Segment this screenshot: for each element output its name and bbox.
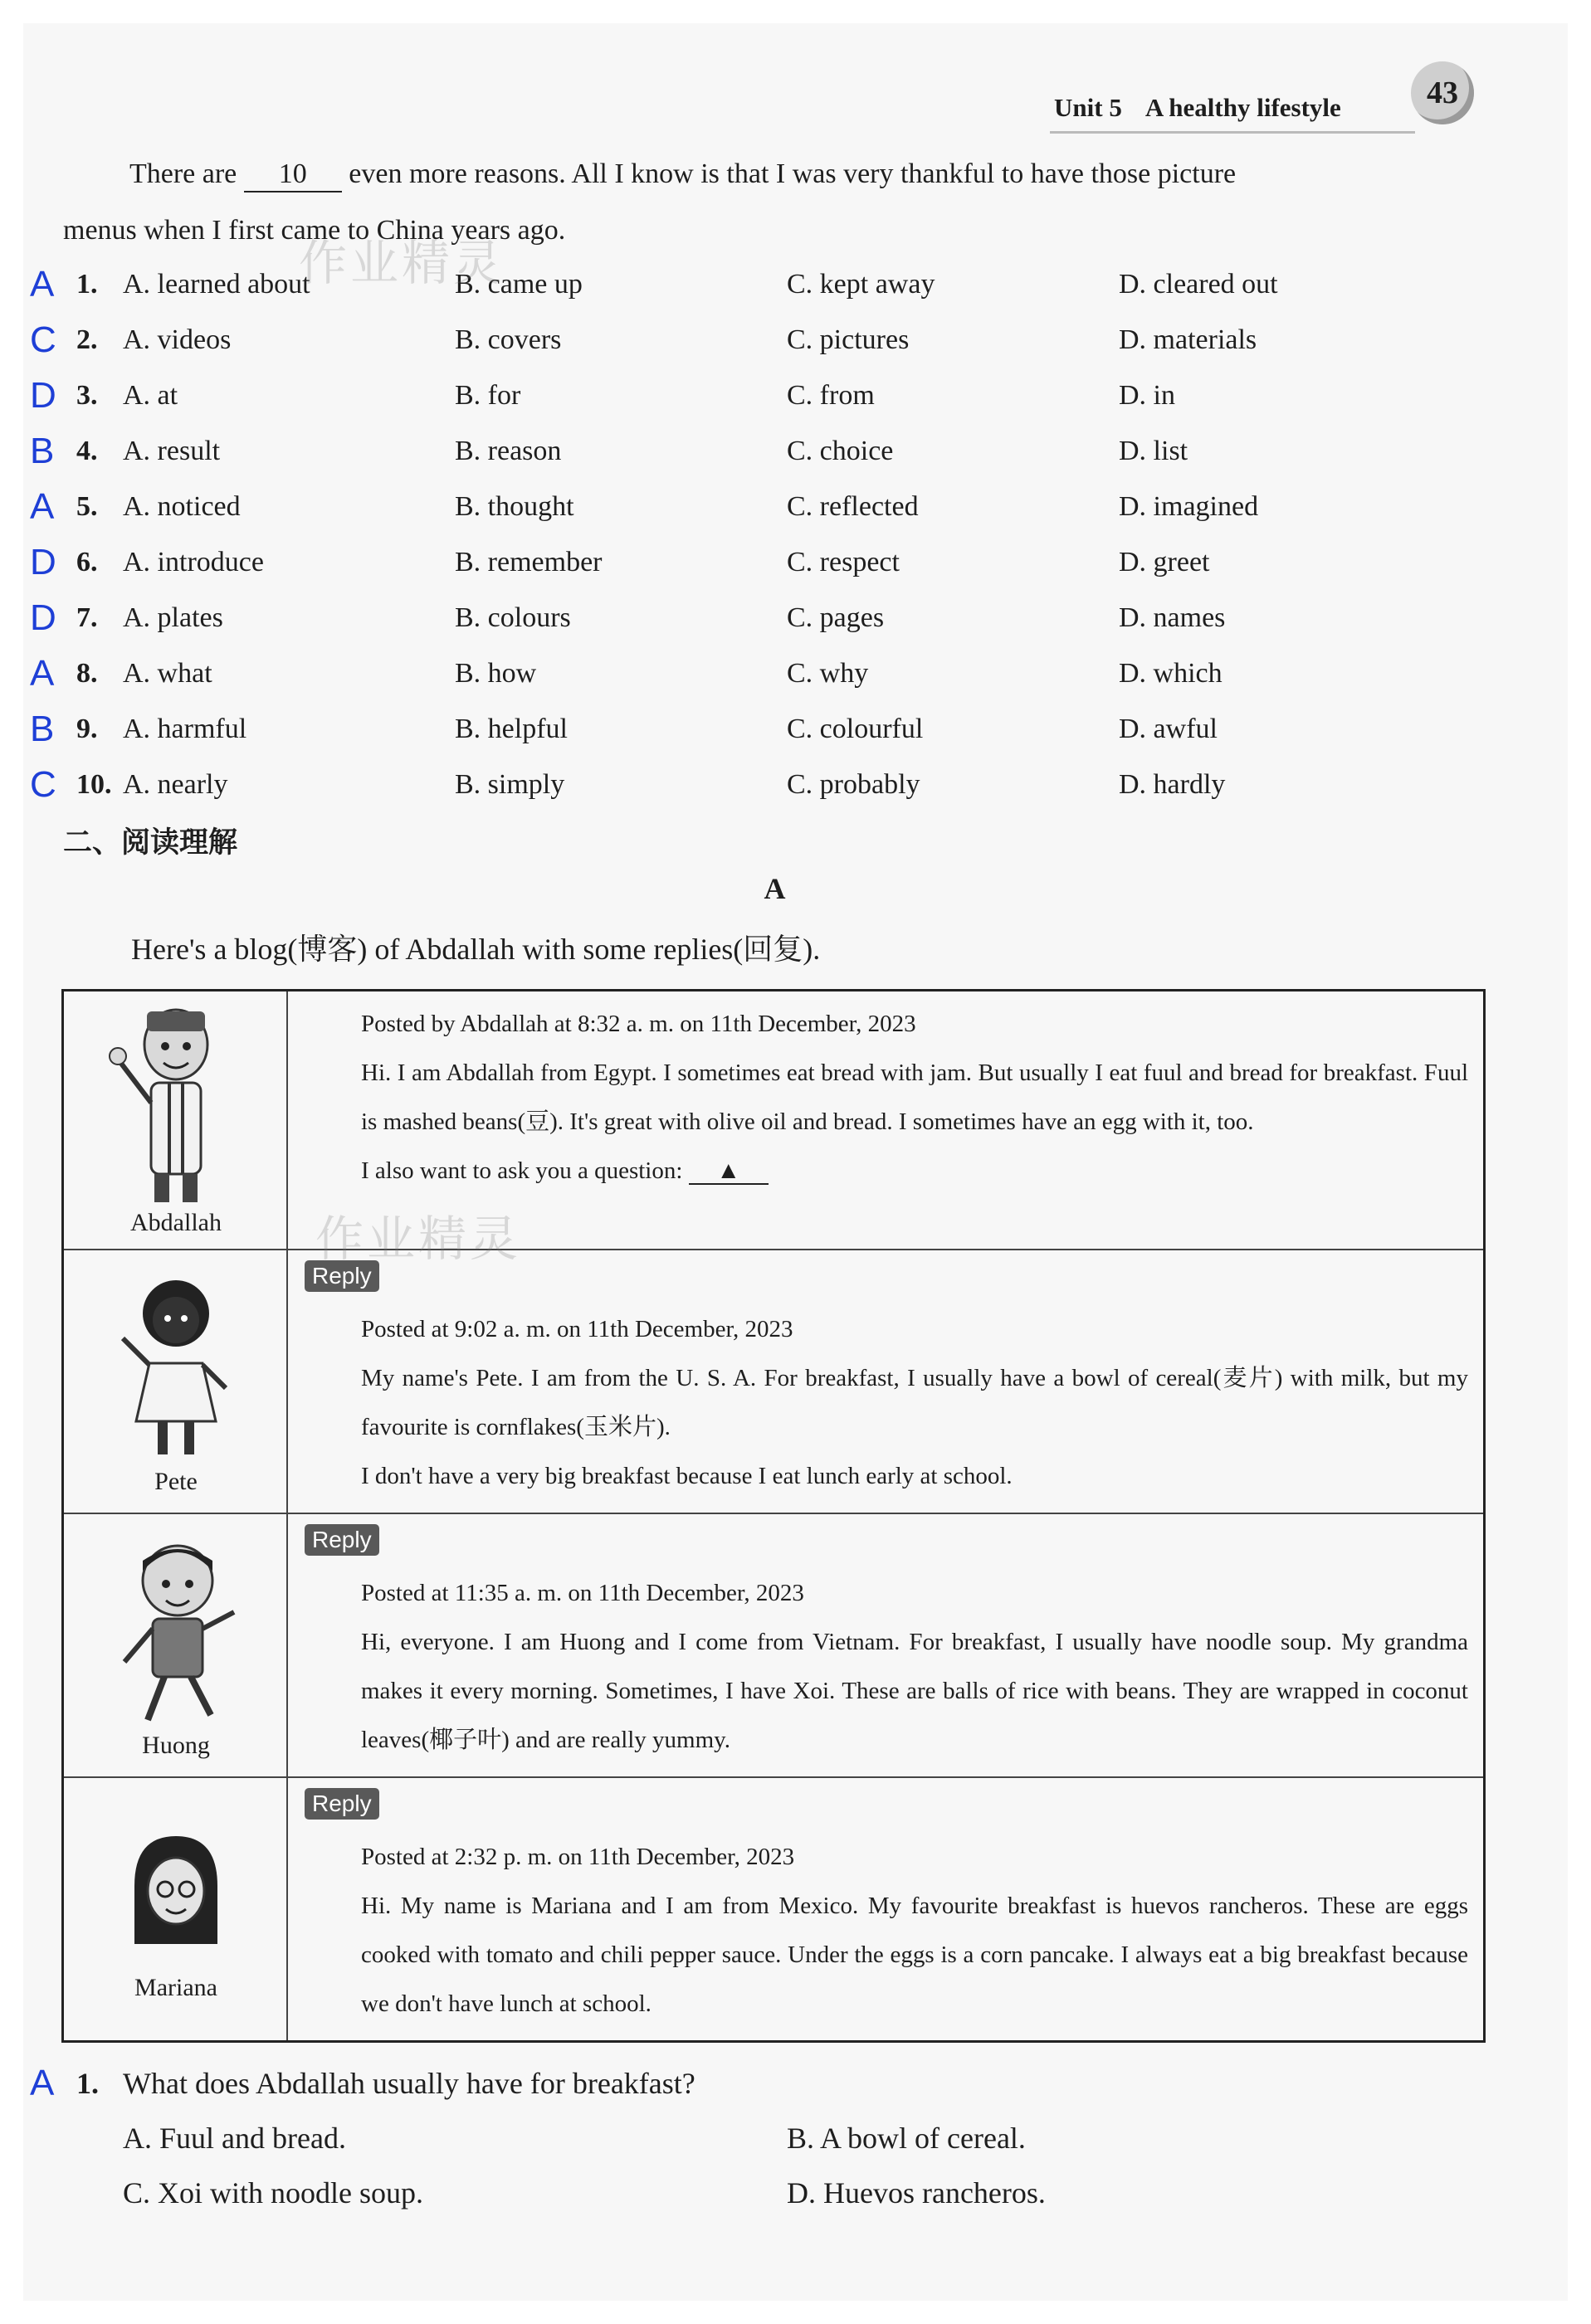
running-header — [1054, 93, 1341, 123]
option-d: D. greet — [1119, 547, 1210, 577]
option-b: B. came up — [455, 269, 583, 300]
cloze-row — [30, 424, 1524, 479]
avatar-name: Mariana — [134, 1974, 217, 2001]
blog-post — [305, 1833, 1468, 2029]
unit-label: Unit 5 — [1054, 93, 1122, 122]
question-number: 7. — [76, 602, 98, 633]
option-a: A. nearly — [123, 769, 228, 800]
answer-mark: A — [30, 2063, 55, 2103]
avatar-name: Abdallah — [130, 1209, 222, 1236]
option-d: D. materials — [1119, 324, 1257, 355]
option-a: A. introduce — [123, 547, 264, 577]
question-option-d: D. Huevos rancheros. — [787, 2176, 1046, 2210]
option-c: C. from — [787, 380, 875, 411]
watermark: 作业精灵 — [299, 235, 505, 291]
question-option-b: B. A bowl of cereal. — [787, 2122, 1026, 2155]
cloze-row — [30, 646, 1524, 701]
option-a: A. noticed — [123, 491, 241, 522]
option-b: B. simply — [455, 769, 565, 800]
cloze-row — [30, 758, 1524, 812]
option-d: D. in — [1119, 380, 1175, 411]
option-a: A. result — [123, 436, 221, 466]
question-number: 3. — [76, 380, 98, 411]
question-number: 4. — [76, 436, 98, 466]
cloze-row — [30, 313, 1524, 368]
question-option-c: C. Xoi with noodle soup. — [123, 2176, 424, 2210]
answer-mark: D — [30, 542, 56, 582]
option-c: C. respect — [787, 547, 900, 577]
pete-avatar — [101, 1272, 251, 1463]
answer-mark: C — [30, 764, 56, 805]
answer-mark: A — [30, 264, 55, 305]
reply-badge: Reply — [305, 1524, 379, 1556]
option-b: B. thought — [455, 491, 574, 522]
option-d: D. imagined — [1119, 491, 1259, 522]
blog-table — [61, 989, 1486, 2043]
page-number: 43 — [1411, 61, 1474, 124]
question-number: 9. — [76, 714, 98, 744]
option-c: C. colourful — [787, 714, 924, 744]
option-d: D. which — [1119, 658, 1223, 689]
option-c: C. probably — [787, 769, 920, 800]
option-c: C. why — [787, 658, 869, 689]
blog-row — [64, 1513, 1483, 1776]
question-option-a: A. Fuul and bread. — [123, 2122, 346, 2155]
passage-line: There are 10 even more reasons. All I know is that I was very thankful to have those picture — [63, 146, 1484, 202]
header-rule — [1050, 131, 1415, 134]
question-number: 5. — [76, 491, 98, 522]
answer-mark: D — [30, 597, 56, 638]
cloze-row — [30, 480, 1524, 534]
answer-mark: B — [30, 431, 55, 471]
option-a: A. plates — [123, 602, 223, 633]
avatar-name: Pete — [154, 1468, 198, 1495]
huong-avatar — [101, 1537, 251, 1728]
cloze-row — [30, 535, 1524, 590]
avatar-cell — [64, 1778, 288, 2040]
option-d: D. names — [1119, 602, 1226, 633]
question-blank: ▲ — [689, 1158, 769, 1185]
mariana-avatar — [101, 1828, 251, 1961]
post-text: I don't have a very big breakfast because I eat lunch early at school. — [361, 1463, 1013, 1489]
option-c: C. kept away — [787, 269, 935, 300]
reply-badge: Reply — [305, 1788, 379, 1820]
option-d: D. list — [1119, 436, 1188, 466]
option-a: A. at — [123, 380, 178, 411]
answer-mark: A — [30, 653, 55, 694]
post-meta: Posted at 11:35 a. m. on 11th December, 2023 — [361, 1580, 804, 1606]
question-text: What does Abdallah usually have for breakfast? — [123, 2067, 695, 2100]
option-a: A. learned about — [123, 269, 310, 300]
post-meta: Posted by Abdallah at 8:32 a. m. on 11th December, 2023 — [361, 1011, 916, 1037]
option-d: D. hardly — [1119, 769, 1226, 800]
avatar-cell — [64, 1514, 288, 1776]
cloze-row — [30, 591, 1524, 646]
option-a: A. videos — [123, 324, 232, 355]
unit-title: A healthy lifestyle — [1144, 93, 1341, 122]
passage-intro: Here's a blog(博客) of Abdallah with some replies(回复). — [131, 933, 821, 966]
post-meta: Posted at 9:02 a. m. on 11th December, 2023 — [361, 1316, 793, 1342]
option-b: B. remember — [455, 547, 603, 577]
question-number: 8. — [76, 658, 98, 689]
answer-mark: A — [30, 486, 55, 527]
option-c: C. pages — [787, 602, 885, 633]
question-number: 6. — [76, 547, 98, 577]
blog-row — [64, 1249, 1483, 1513]
answer-mark: D — [30, 375, 56, 416]
question-number: 1. — [76, 2067, 99, 2100]
option-b: B. reason — [455, 436, 562, 466]
avatar-cell — [64, 991, 288, 1249]
post-text: My name's Pete. I am from the U. S. A. For breakfast, I usually have a bowl of cereal(麦片) with milk, but my favourite is cornflakes(玉米片). — [361, 1365, 1468, 1440]
blog-post — [305, 1000, 1468, 1196]
blog-post — [305, 1305, 1468, 1501]
passage-line: menus when I first came to China years ago. — [63, 215, 566, 246]
question-number: 10. — [76, 769, 112, 800]
abdallah-avatar — [101, 1003, 251, 1211]
question-number: 1. — [76, 269, 98, 300]
passage-blank: 10 — [244, 158, 342, 192]
option-c: C. pictures — [787, 324, 910, 355]
post-meta: Posted at 2:32 p. m. on 11th December, 2023 — [361, 1844, 795, 1870]
option-b: B. how — [455, 658, 537, 689]
answer-mark: B — [30, 709, 55, 749]
option-c: C. choice — [787, 436, 894, 466]
passage-letter: A — [764, 872, 786, 905]
cloze-row — [30, 702, 1524, 757]
option-b: B. colours — [455, 602, 571, 633]
post-text: Hi. I am Abdallah from Egypt. I sometimes eat bread with jam. But usually I eat fuul and bread for breakfast. Fuul is mashed beans(豆). It's great with olive oil and bread. I sometimes have an egg with it, too. — [361, 1060, 1468, 1135]
option-b: B. helpful — [455, 714, 568, 744]
avatar-cell — [64, 1250, 288, 1513]
watermark: 作业精灵 — [315, 1211, 522, 1267]
option-b: B. for — [455, 380, 521, 411]
blog-post — [305, 1569, 1468, 1765]
post-text: Hi, everyone. I am Huong and I come from Vietnam. For breakfast, I usually have noodle soup. My grandma makes it every morning. Sometimes, I have Xoi. These are balls of rice with beans. They are wrapped in coconut leaves(椰子叶) and are really yummy. — [361, 1629, 1468, 1753]
reply-badge: Reply — [305, 1260, 379, 1292]
blog-row — [64, 991, 1483, 1249]
avatar-name: Huong — [142, 1732, 210, 1759]
question-number: 2. — [76, 324, 98, 355]
option-a: A. what — [123, 658, 212, 689]
section-title: 二、阅读理解 — [63, 826, 238, 860]
answer-mark: C — [30, 319, 56, 360]
cloze-row — [30, 257, 1524, 312]
cloze-row — [30, 368, 1524, 423]
option-c: C. reflected — [787, 491, 919, 522]
option-d: D. cleared out — [1119, 269, 1278, 300]
option-b: B. covers — [455, 324, 562, 355]
post-question: I also want to ask you a question: ▲ — [305, 1147, 1468, 1196]
blog-row — [64, 1776, 1483, 2040]
option-a: A. harmful — [123, 714, 247, 744]
post-text: Hi. My name is Mariana and I am from Mexico. My favourite breakfast is huevos rancheros. These are eggs cooked with tomato and chili pepper sauce. Under the eggs is a corn pancake. I always eat a big breakfast because we don't have lunch at school. — [361, 1893, 1468, 2017]
option-d: D. awful — [1119, 714, 1218, 744]
